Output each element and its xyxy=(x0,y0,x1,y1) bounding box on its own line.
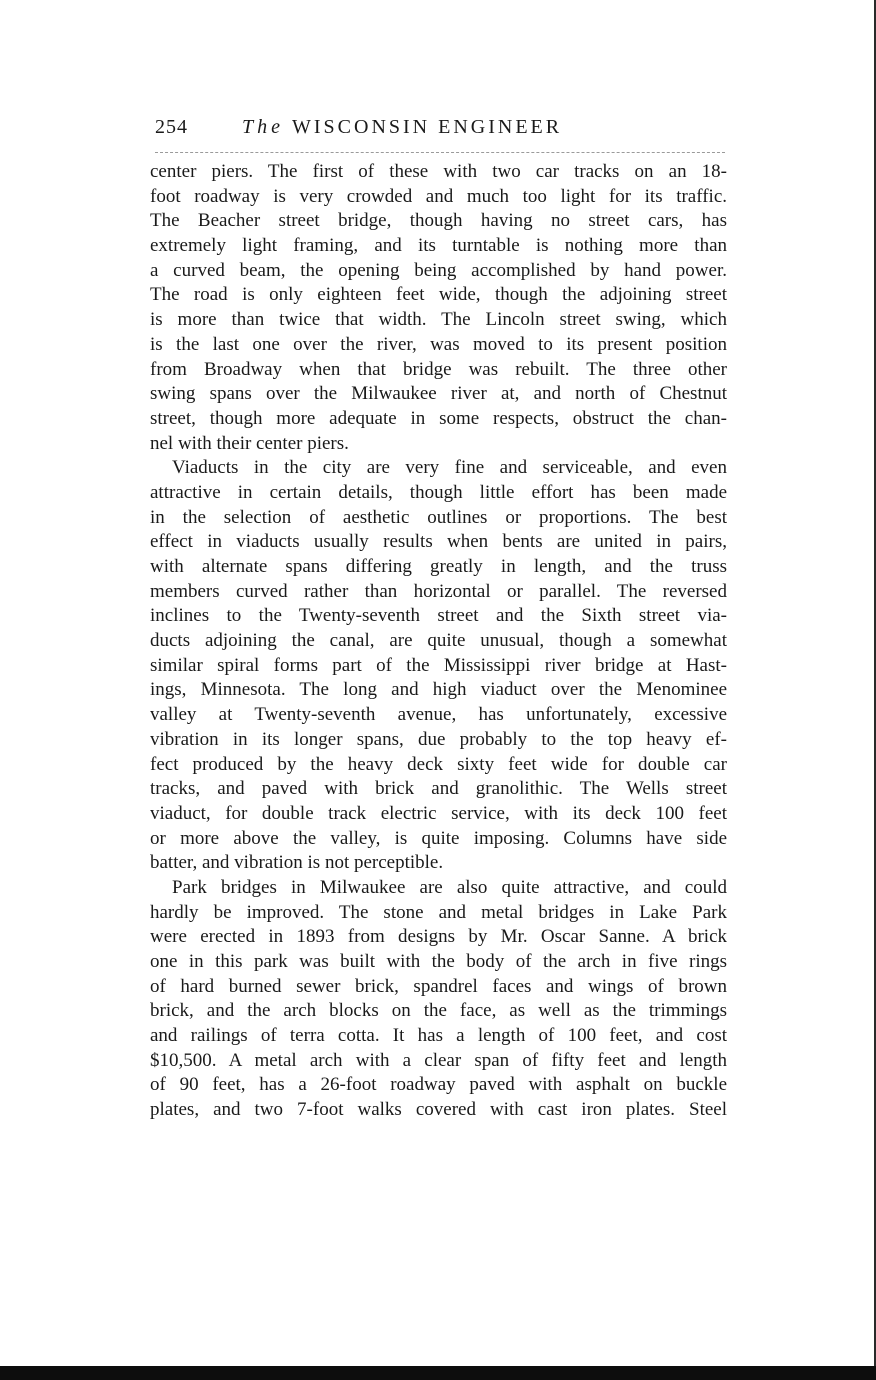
text-line: ings, Minnesota. The long and high viaduct over the Menominee xyxy=(150,679,727,701)
text-line: street, though more adequate in some respects, obstruct the chan- xyxy=(150,407,727,429)
text-line: Park bridges in Milwaukee are also quite attractive, and could xyxy=(172,876,727,898)
running-head xyxy=(152,116,727,146)
text-line: hardly be improved. The stone and metal bridges in Lake Park xyxy=(150,901,727,923)
text-line: members curved rather than horizontal or parallel. The reversed xyxy=(150,580,727,602)
text-line: brick, and the arch blocks on the face, as well as the trimmings xyxy=(150,1000,727,1022)
text-line: of hard burned sewer brick, spandrel faces and wings of brown xyxy=(150,975,727,997)
paragraph-2 xyxy=(150,456,727,876)
header-rule xyxy=(155,152,725,153)
text-line: viaduct, for double track electric service, with its deck 100 feet xyxy=(150,802,727,824)
text-line: is the last one over the river, was moved to its present position xyxy=(150,333,727,355)
journal-title xyxy=(242,116,562,139)
text-line: Viaducts in the city are very fine and serviceable, and even xyxy=(172,457,727,479)
text-line: swing spans over the Milwaukee river at, and north of Chestnut xyxy=(150,383,727,405)
text-line: effect in viaducts usually results when bents are united in pairs, xyxy=(150,531,727,553)
text-line: or more above the valley, is quite imposing. Columns have side xyxy=(150,827,727,849)
text-line: valley at Twenty-seventh avenue, has unfortunately, excessive xyxy=(150,704,727,726)
journal-title-article: The xyxy=(242,116,284,138)
text-line: fect produced by the heavy deck sixty feet wide for double car xyxy=(150,753,727,775)
text-line: with alternate spans differing greatly in length, and the truss xyxy=(150,556,727,577)
text-line: The Beacher street bridge, though having no street cars, has xyxy=(150,210,727,232)
scan-edge-bottom xyxy=(0,1366,876,1380)
paragraph-3 xyxy=(150,876,727,1123)
text-line: were erected in 1893 from designs by Mr. Oscar Sanne. A brick xyxy=(150,926,727,948)
text-line: from Broadway when that bridge was rebuilt. The three other xyxy=(150,358,727,380)
journal-title-name: WISCONSIN ENGINEER xyxy=(292,116,563,138)
text-line: one in this park was built with the body of the arch in five rings xyxy=(150,951,727,972)
text-line: of 90 feet, has a 26-foot roadway paved with asphalt on buckle xyxy=(150,1074,727,1096)
text-line: in the selection of aesthetic outlines or proportions. The best xyxy=(150,506,727,528)
text-line: tracks, and paved with brick and granolithic. The Wells street xyxy=(150,778,727,800)
text-line: batter, and vibration is not perceptible. xyxy=(150,852,444,874)
text-line: a curved beam, the opening being accomplished by hand power. xyxy=(150,259,727,281)
text-line: and railings of terra cotta. It has a length of 100 feet, and cost xyxy=(150,1025,727,1047)
text-line: center piers. The first of these with two car tracks on an 18- xyxy=(150,161,727,182)
page-number: 254 xyxy=(155,116,188,138)
text-line: The road is only eighteen feet wide, though the adjoining street xyxy=(150,284,727,306)
text-line: inclines to the Twenty-seventh street and the Sixth street via- xyxy=(150,605,727,627)
text-line: vibration in its longer spans, due probably to the top heavy ef- xyxy=(150,728,727,750)
text-line: foot roadway is very crowded and much too light for its traffic. xyxy=(150,185,727,207)
paragraph-1 xyxy=(150,160,727,456)
text-line: attractive in certain details, though little effort has been made xyxy=(150,481,727,503)
article-body xyxy=(150,160,727,1123)
text-line: ducts adjoining the canal, are quite unusual, though a somewhat xyxy=(150,630,727,652)
text-line: similar spiral forms part of the Mississippi river bridge at Hast- xyxy=(150,654,727,676)
text-line: nel with their center piers. xyxy=(150,432,349,454)
text-line: extremely light framing, and its turntable is nothing more than xyxy=(150,235,727,257)
text-line: $10,500. A metal arch with a clear span of fifty feet and length xyxy=(150,1049,727,1071)
text-line: is more than twice that width. The Lincoln street swing, which xyxy=(150,309,727,331)
text-line: plates, and two 7-foot walks covered with cast iron plates. Steel xyxy=(150,1099,727,1121)
